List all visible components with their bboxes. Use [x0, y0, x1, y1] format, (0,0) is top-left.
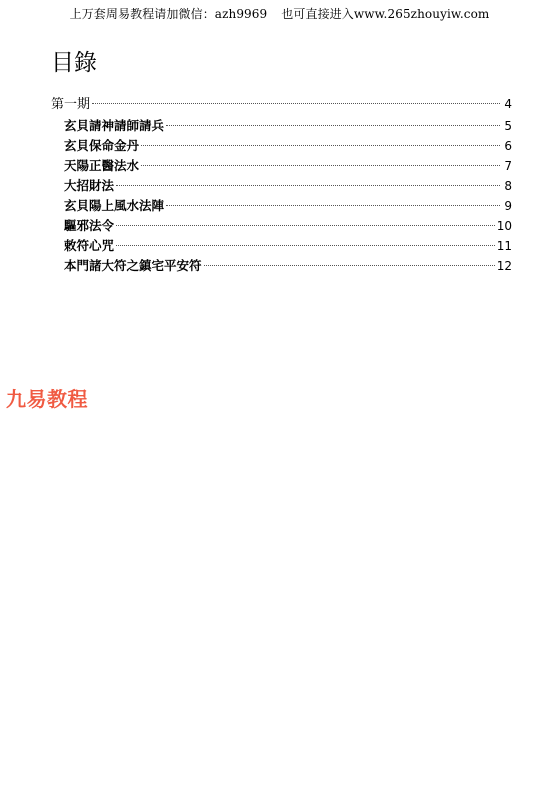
toc-entry-6[interactable]: [51, 196, 512, 216]
toc-entry-page: 8: [504, 179, 512, 193]
toc-entry-title: 驅邪法令: [64, 218, 115, 233]
toc-entry-page: 9: [504, 199, 512, 213]
toc-dot-leader: [116, 245, 495, 246]
toc-dot-leader: [166, 205, 500, 206]
toc-dot-leader: [204, 265, 495, 266]
toc-dot-leader: [166, 125, 500, 126]
toc-entry-page: 6: [504, 139, 512, 153]
toc-dot-leader: [141, 165, 500, 166]
toc-entry-page: 5: [504, 119, 512, 133]
toc-entry-title: 玄貝保命金丹: [64, 138, 140, 153]
toc-entry-title: 本門諸大符之鎮宅平安符: [64, 258, 202, 273]
toc-entry-page: 4: [504, 97, 512, 111]
toc-dot-leader: [92, 103, 500, 104]
toc-entry-3[interactable]: [51, 136, 512, 156]
toc-entry-page: 7: [504, 159, 512, 173]
toc-entry-title: 玄貝請神請師請兵: [64, 118, 165, 133]
toc-entry-title: 敕符心咒: [64, 238, 115, 253]
toc-entry-page: 10: [496, 219, 512, 233]
toc-entry-title: 玄貝陽上風水法陣: [64, 198, 165, 213]
toc-entry-page: 11: [496, 239, 512, 253]
page-header: [0, 5, 559, 22]
table-of-contents: [51, 93, 512, 276]
toc-entry-2[interactable]: [51, 116, 512, 136]
toc-entry-4[interactable]: [51, 156, 512, 176]
toc-entry-title: 第一期: [51, 97, 91, 112]
toc-entry-page: 12: [496, 259, 512, 273]
toc-dot-leader: [116, 185, 500, 186]
toc-entry-5[interactable]: [51, 176, 512, 196]
header-wechat-text: 上万套周易教程请加微信：azh9969: [69, 7, 268, 21]
header-website-text: 也可直接进入www.265zhouyiw.com: [281, 7, 490, 21]
toc-entry-title: 大招財法: [64, 178, 115, 193]
toc-entry-7[interactable]: [51, 216, 512, 236]
toc-dot-leader: [141, 145, 500, 146]
toc-entry-9[interactable]: [51, 256, 512, 276]
page-title: 目錄: [51, 50, 97, 76]
toc-entry-title: 天陽正醫法水: [64, 158, 140, 173]
toc-entry-8[interactable]: [51, 236, 512, 256]
toc-dot-leader: [116, 225, 495, 226]
toc-entry-1[interactable]: [51, 93, 512, 116]
watermark-logo: 九易教程: [6, 387, 88, 411]
